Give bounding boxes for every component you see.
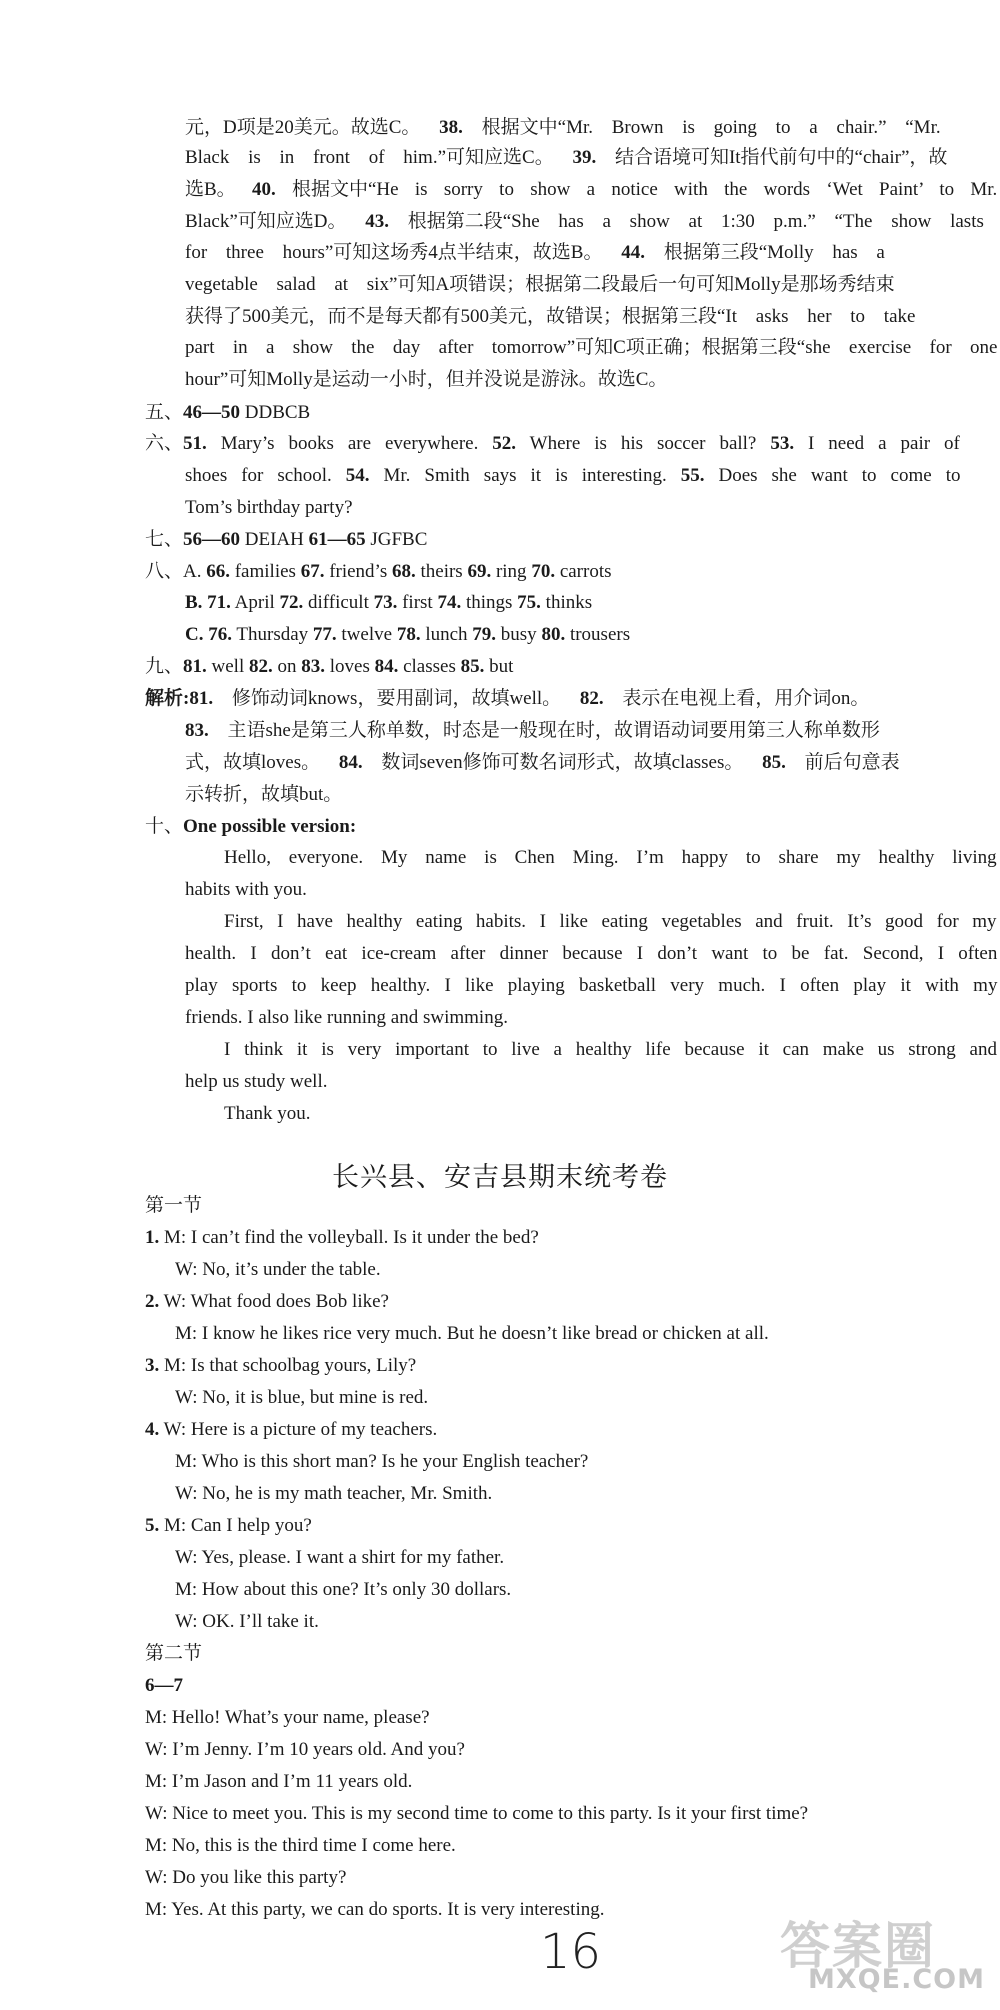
- watermark-url: MXQE.COM: [808, 1964, 985, 1995]
- bold-label: 4.: [145, 1419, 160, 1440]
- bold-label: 82.: [248, 656, 273, 677]
- text-run: 修饰动词knows，要用副词，故填well。: [213, 688, 580, 709]
- text-run: M: Can I help you?: [159, 1515, 312, 1536]
- text-run: 第一节: [145, 1195, 203, 1216]
- bold-label: 40.: [251, 179, 276, 200]
- text-run: M: I can’t find the volleyball. Is it under the bed?: [159, 1227, 539, 1248]
- text-run: M: Is that schoolbag yours, Lily?: [159, 1355, 417, 1376]
- text-run: trousers: [565, 624, 631, 645]
- text-run: Tom’s birthday party?: [185, 497, 353, 518]
- text-run: M: How about this one? It’s only 30 dollars.: [175, 1579, 512, 1600]
- text-run: hour”可知Molly是运动一小时，但并没说是游泳。故选C。: [185, 369, 668, 390]
- bold-label: 85.: [460, 656, 485, 677]
- bold-label: 80.: [541, 624, 566, 645]
- text-line: [185, 783, 342, 807]
- bold-label: 68.: [391, 561, 416, 582]
- bold-label: 79.: [472, 624, 497, 645]
- bold-label: 解析:81.: [145, 688, 214, 709]
- text-run: 数词seven修饰可数名词形式，故填classes。: [362, 752, 763, 773]
- text-run: part in a show the day after tomorrow”可知C项正确；根据第三段“she exercise for one: [185, 337, 998, 358]
- text-line: [175, 1546, 504, 1570]
- text-line: [185, 878, 307, 902]
- text-run: Black is in front of him.”可知应选C。: [185, 147, 573, 168]
- bold-label: 61—65: [308, 529, 366, 550]
- bold-label: 83.: [185, 720, 209, 741]
- text-line: [145, 1354, 416, 1378]
- bold-label: 38.: [439, 117, 463, 138]
- text-run: 根据第二段“She has a show at 1:30 p.m.” “The show lasts: [388, 211, 984, 232]
- text-run: classes: [398, 656, 461, 677]
- text-line: [185, 751, 900, 775]
- text-run: things: [461, 592, 518, 613]
- text-line: [185, 1070, 328, 1094]
- text-run: Does she want to come to: [704, 465, 961, 486]
- bold-label: 39.: [572, 147, 597, 168]
- text-run: W: What food does Bob like?: [159, 1291, 389, 1312]
- text-line: [224, 846, 997, 870]
- text-run: play sports to keep healthy. I like playing basketball very much. I often play it with my: [185, 975, 998, 996]
- bold-label: 1.: [145, 1227, 160, 1248]
- text-run: M: Hello! What’s your name, please?: [145, 1707, 430, 1728]
- text-run: 根据第三段“Molly has a: [644, 242, 885, 263]
- bold-label: 73.: [373, 592, 398, 613]
- text-run: vegetable salad at six”可知A项错误；根据第二段最后一句可知Molly是那场秀结束: [185, 274, 895, 295]
- text-line: [145, 1194, 202, 1218]
- text-run: but: [484, 656, 514, 677]
- text-line: [145, 1866, 346, 1890]
- text-run: M: Who is this short man? Is he your English teacher?: [175, 1451, 589, 1472]
- bold-label: 6—7: [145, 1675, 183, 1696]
- text-line: [175, 1258, 381, 1282]
- text-run: 九、: [145, 656, 184, 677]
- text-run: lunch: [420, 624, 473, 645]
- text-run: 元，D项是20美元。故选C。: [185, 117, 440, 138]
- text-run: Mr. Smith says it is interesting.: [369, 465, 681, 486]
- text-line: [175, 1386, 428, 1410]
- text-line: [175, 1482, 492, 1506]
- text-run: I need a pair of: [794, 433, 960, 454]
- text-line: [145, 1802, 808, 1826]
- text-run: Mary’s books are everywhere.: [206, 433, 493, 454]
- text-line: [185, 241, 885, 265]
- bold-label: 77.: [312, 624, 337, 645]
- text-run: health. I don’t eat ice-cream after dinner because I don’t want to be fat. Second, I often: [185, 943, 998, 964]
- text-line: [175, 1450, 588, 1474]
- text-run: I think it is very important to live a healthy life because it can make us strong and: [224, 1039, 997, 1060]
- text-run: difficult: [303, 592, 374, 613]
- bold-label: 5.: [145, 1515, 160, 1536]
- text-line: [145, 1770, 412, 1794]
- bold-label: 82.: [579, 688, 604, 709]
- bold-label: 56—60: [183, 529, 241, 550]
- text-run: Hello, everyone. My name is Chen Ming. I’m happy to share my healthy living: [224, 847, 997, 868]
- text-line: [185, 1006, 508, 1030]
- text-run: theirs: [415, 561, 468, 582]
- bold-label: 52.: [492, 433, 517, 454]
- text-run: well: [206, 656, 249, 677]
- text-line: [185, 974, 997, 998]
- text-line: [185, 116, 941, 140]
- text-run: 式，故填loves。: [185, 752, 339, 773]
- text-run: First, I have healthy eating habits. I like eating vegetables and fruit. It’s good for my: [224, 911, 997, 932]
- text-line: [185, 146, 947, 170]
- text-line: [185, 273, 895, 297]
- text-line: [145, 1706, 430, 1730]
- text-run: thinks: [540, 592, 593, 613]
- text-line: [185, 464, 960, 488]
- text-line: [185, 368, 667, 392]
- text-run: friends. I also like running and swimming.: [185, 1007, 508, 1028]
- bold-label: 81.: [183, 656, 207, 677]
- text-line: [145, 432, 960, 456]
- text-line: [145, 528, 427, 552]
- bold-label: 2.: [145, 1291, 160, 1312]
- bold-label: 84.: [338, 752, 363, 773]
- watermark-text: 答案圈: [780, 1917, 936, 1975]
- text-run: W: No, he is my math teacher, Mr. Smith.: [175, 1483, 493, 1504]
- text-run: DDBCB: [240, 402, 311, 423]
- text-run: loves: [324, 656, 375, 677]
- bold-label: 54.: [345, 465, 370, 486]
- text-run: 第二节: [145, 1643, 203, 1664]
- bold-label: 3.: [145, 1355, 160, 1376]
- text-line: [224, 1102, 311, 1126]
- text-line: [145, 560, 612, 584]
- text-line: [185, 942, 997, 966]
- text-line: [175, 1610, 319, 1634]
- text-run: 获得了500美元，而不是每天都有500美元，故错误；根据第三段“It asks her to take: [185, 306, 916, 327]
- text-line: [145, 1290, 389, 1314]
- text-line: [224, 1038, 997, 1062]
- text-line: [185, 719, 880, 743]
- text-run: Black”可知应选D。: [185, 211, 366, 232]
- bold-label: 74.: [437, 592, 462, 613]
- text-run: busy: [496, 624, 542, 645]
- text-line: [145, 1674, 183, 1698]
- bold-label: 85.: [762, 752, 786, 773]
- text-run: 七、: [145, 529, 184, 550]
- text-run: help us study well.: [185, 1071, 328, 1092]
- bold-label: 46—50: [183, 402, 241, 423]
- bold-label: 75.: [517, 592, 541, 613]
- text-run: first: [397, 592, 438, 613]
- text-line: [185, 178, 997, 202]
- bold-label: 43.: [365, 211, 389, 232]
- text-line: [185, 591, 592, 615]
- text-run: W: Nice to meet you. This is my second time to come to this party. Is it your first time?: [145, 1803, 809, 1824]
- text-run: Thank you.: [224, 1103, 311, 1124]
- text-line: [145, 815, 356, 839]
- text-line: [185, 623, 630, 647]
- text-line: [145, 655, 513, 679]
- bold-label: One possible version:: [183, 816, 357, 837]
- text-run: 前后句意表: [785, 752, 900, 773]
- text-run: families: [229, 561, 301, 582]
- text-run: W: OK. I’ll take it.: [175, 1611, 319, 1632]
- text-run: W: Do you like this party?: [145, 1867, 347, 1888]
- text-run: 选B。: [185, 179, 252, 200]
- text-run: 根据文中“Mr. Brown is going to a chair.” “Mr.: [462, 117, 941, 138]
- bold-label: C. 76.: [185, 624, 232, 645]
- text-line: [145, 1226, 539, 1250]
- watermark-logo: [780, 1906, 990, 2002]
- text-run: W: No, it’s under the table.: [175, 1259, 381, 1280]
- bold-label: B. 71.: [185, 592, 231, 613]
- text-run: shoes for school.: [185, 465, 346, 486]
- text-run: DEIAH: [240, 529, 309, 550]
- text-line: [185, 336, 997, 360]
- text-line: [145, 1834, 456, 1858]
- text-run: W: I’m Jenny. I’m 10 years old. And you?: [145, 1739, 465, 1760]
- section-title: 长兴县、安吉县期末统考卷: [332, 1162, 668, 1192]
- bold-label: 53.: [770, 433, 795, 454]
- bold-label: 83.: [301, 656, 325, 677]
- text-run: 五、: [145, 402, 184, 423]
- text-run: M: Yes. At this party, we can do sports. It is very interesting.: [145, 1899, 605, 1920]
- text-run: 主语she是第三人称单数，时态是一般现在时，故谓语动词要用第三人称单数形: [208, 720, 880, 741]
- text-run: Where is his soccer ball?: [516, 433, 771, 454]
- text-run: M: No, this is the third time I come here.: [145, 1835, 456, 1856]
- text-run: 表示在电视上看，用介词on。: [603, 688, 870, 709]
- text-run: 六、: [145, 433, 184, 454]
- text-run: W: No, it is blue, but mine is red.: [175, 1387, 429, 1408]
- text-run: 十、: [145, 816, 184, 837]
- text-run: habits with you.: [185, 879, 307, 900]
- text-run: W: Yes, please. I want a shirt for my father.: [175, 1547, 505, 1568]
- text-line: [145, 1418, 437, 1442]
- text-line: [224, 910, 997, 934]
- bold-label: 55.: [680, 465, 705, 486]
- text-run: ring: [491, 561, 532, 582]
- text-line: [145, 401, 310, 425]
- text-line: [145, 1898, 604, 1922]
- text-run: 结合语境可知It指代前句中的“chair”，故: [596, 147, 948, 168]
- text-run: M: I know he likes rice very much. But he doesn’t like bread or chicken at all.: [175, 1323, 769, 1344]
- text-run: 八、A.: [145, 561, 207, 582]
- text-run: M: I’m Jason and I’m 11 years old.: [145, 1771, 413, 1792]
- text-run: W: Here is a picture of my teachers.: [159, 1419, 438, 1440]
- text-line: [145, 1738, 465, 1762]
- text-run: carrots: [555, 561, 612, 582]
- text-run: JGFBC: [365, 529, 428, 550]
- bold-label: 70.: [531, 561, 556, 582]
- text-line: [175, 1322, 769, 1346]
- text-run: 示转折，故填but。: [185, 784, 343, 805]
- text-run: on: [272, 656, 302, 677]
- bold-label: 69.: [467, 561, 492, 582]
- text-line: [185, 305, 915, 329]
- text-run: friend’s: [324, 561, 392, 582]
- text-line: [175, 1578, 511, 1602]
- bold-label: 51.: [183, 433, 207, 454]
- text-line: [145, 1642, 202, 1666]
- bold-label: 72.: [279, 592, 304, 613]
- bold-label: 66.: [206, 561, 230, 582]
- text-run: for three hours”可知这场秀4点半结束，故选B。: [185, 242, 622, 263]
- handwritten-page-number: 16: [540, 1924, 602, 1980]
- text-line: [185, 210, 984, 234]
- bold-label: 84.: [374, 656, 399, 677]
- text-line: [145, 687, 869, 711]
- text-run: Thursday: [231, 624, 313, 645]
- text-line: [185, 496, 353, 520]
- bold-label: 44.: [621, 242, 645, 263]
- text-run: twelve: [336, 624, 397, 645]
- text-run: April: [230, 592, 280, 613]
- bold-label: 67.: [300, 561, 325, 582]
- text-run: 根据文中“He is sorry to show a notice with the words ‘Wet Paint’ to Mr.: [275, 179, 998, 200]
- text-line: [145, 1514, 312, 1538]
- bold-label: 78.: [396, 624, 421, 645]
